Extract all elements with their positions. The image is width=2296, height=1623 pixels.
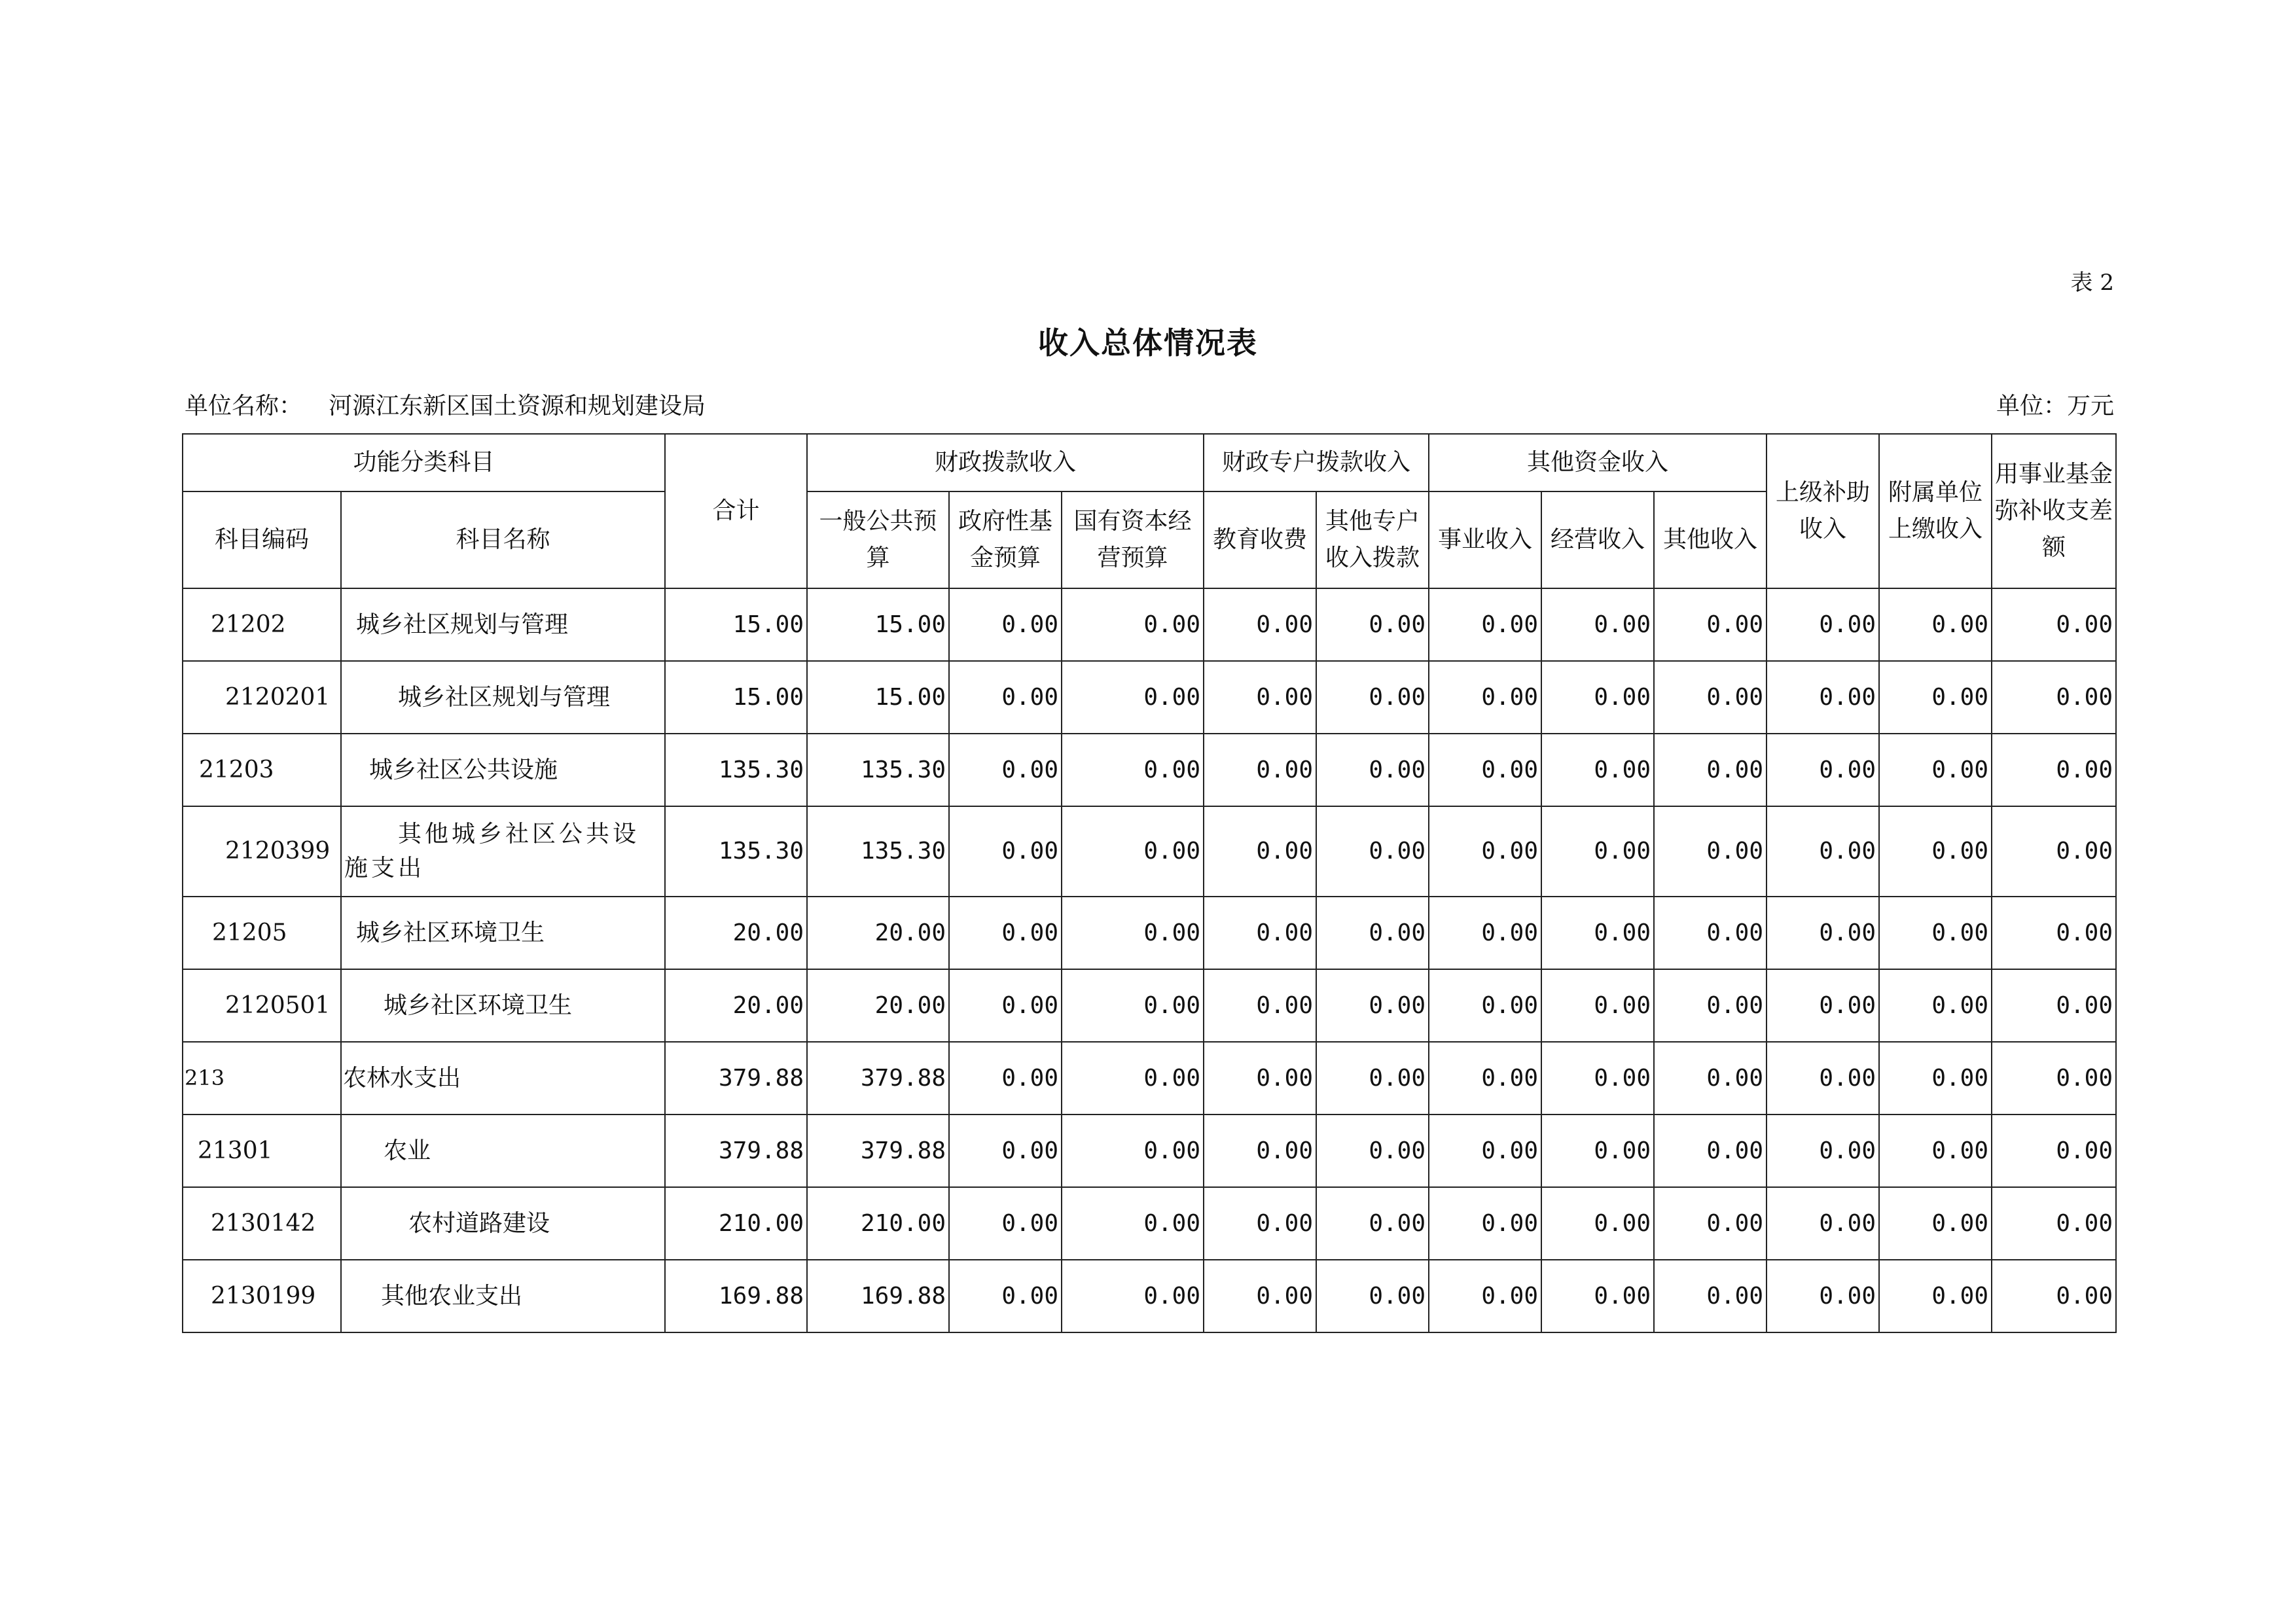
- cell-value: 0.00: [949, 1187, 1062, 1260]
- cell-value: 0.00: [1429, 1260, 1541, 1332]
- cell-value: 0.00: [1062, 1187, 1204, 1260]
- cell-value: 0.00: [1992, 1042, 2116, 1115]
- table-row: [183, 806, 2116, 897]
- table-row: [183, 1187, 2116, 1260]
- cell-value: 20.00: [807, 897, 949, 969]
- table-row: [183, 1042, 2116, 1115]
- cell-code: 21202: [183, 588, 341, 661]
- cell-value: 0.00: [1062, 897, 1204, 969]
- cell-value: 20.00: [807, 969, 949, 1042]
- header-general-budget: 一般公共预算: [807, 491, 949, 588]
- cell-value: 0.00: [1541, 1115, 1654, 1187]
- cell-value: 0.00: [1767, 588, 1879, 661]
- cell-value: 0.00: [1879, 897, 1992, 969]
- cell-value: 0.00: [949, 1260, 1062, 1332]
- cell-value: 0.00: [1879, 806, 1992, 897]
- cell-value: 0.00: [1879, 1187, 1992, 1260]
- cell-value: 0.00: [1767, 1260, 1879, 1332]
- cell-value: 0.00: [1316, 734, 1429, 806]
- cell-value: 0.00: [1992, 969, 2116, 1042]
- cell-name: 城乡社区环境卫生: [341, 969, 665, 1042]
- cell-value: 379.88: [665, 1115, 807, 1187]
- cell-value: 135.30: [807, 734, 949, 806]
- table-row: [183, 897, 2116, 969]
- cell-value: 0.00: [1316, 1042, 1429, 1115]
- cell-value: 20.00: [665, 897, 807, 969]
- cell-value: 0.00: [1204, 1260, 1316, 1332]
- cell-value: 0.00: [949, 1115, 1062, 1187]
- header-other-special: 其他专户收入拨款: [1316, 491, 1429, 588]
- cell-value: 0.00: [1062, 734, 1204, 806]
- cell-value: 379.88: [807, 1115, 949, 1187]
- cell-value: 15.00: [807, 661, 949, 734]
- cell-value: 0.00: [1654, 969, 1767, 1042]
- cell-value: 0.00: [1654, 734, 1767, 806]
- cell-value: 0.00: [1204, 969, 1316, 1042]
- cell-code: 2120501: [183, 969, 341, 1042]
- header-fiscal-special: 财政专户拨款收入: [1204, 434, 1429, 491]
- cell-value: 210.00: [807, 1187, 949, 1260]
- cell-value: 15.00: [665, 588, 807, 661]
- cell-value: 0.00: [1204, 588, 1316, 661]
- cell-name: 城乡社区规划与管理: [341, 588, 665, 661]
- cell-value: 0.00: [1541, 1260, 1654, 1332]
- cell-value: 0.00: [1767, 897, 1879, 969]
- cell-value: 0.00: [1204, 734, 1316, 806]
- cell-value: 0.00: [1429, 1115, 1541, 1187]
- cell-code: 213: [183, 1042, 341, 1115]
- cell-value: 0.00: [1879, 969, 1992, 1042]
- cell-value: 0.00: [1767, 1042, 1879, 1115]
- cell-value: 0.00: [1654, 806, 1767, 897]
- cell-value: 0.00: [1992, 661, 2116, 734]
- cell-value: 0.00: [1654, 897, 1767, 969]
- header-other-funds: 其他资金收入: [1429, 434, 1767, 491]
- cell-value: 0.00: [1654, 661, 1767, 734]
- cell-value: 0.00: [1992, 1115, 2116, 1187]
- cell-value: 0.00: [1541, 969, 1654, 1042]
- cell-value: 0.00: [949, 969, 1062, 1042]
- header-gov-fund: 政府性基金预算: [949, 491, 1062, 588]
- cell-value: 0.00: [1654, 1260, 1767, 1332]
- header-code: 科目编码: [183, 491, 341, 588]
- cell-value: 0.00: [1992, 1187, 2116, 1260]
- cell-value: 0.00: [949, 897, 1062, 969]
- cell-value: 0.00: [1204, 661, 1316, 734]
- cell-value: 0.00: [1767, 1187, 1879, 1260]
- cell-name: 农业: [341, 1115, 665, 1187]
- cell-value: 0.00: [1767, 806, 1879, 897]
- page-title: 收入总体情况表: [1038, 325, 1258, 361]
- cell-value: 0.00: [1767, 969, 1879, 1042]
- cell-value: 0.00: [1541, 1187, 1654, 1260]
- cell-name: 城乡社区环境卫生: [341, 897, 665, 969]
- cell-value: 0.00: [1429, 897, 1541, 969]
- cell-name: 其他城乡社区公共设施支出: [341, 806, 665, 897]
- cell-value: 135.30: [807, 806, 949, 897]
- header-func-category: 功能分类科目: [183, 434, 665, 491]
- header-edu-fee: 教育收费: [1204, 491, 1316, 588]
- cell-value: 0.00: [1429, 1042, 1541, 1115]
- cell-value: 0.00: [1654, 1187, 1767, 1260]
- cell-value: 0.00: [1992, 806, 2116, 897]
- cell-value: 0.00: [1879, 661, 1992, 734]
- cell-value: 210.00: [665, 1187, 807, 1260]
- cell-value: 0.00: [1316, 588, 1429, 661]
- cell-value: 0.00: [1316, 1187, 1429, 1260]
- cell-value: 0.00: [1429, 806, 1541, 897]
- table-row: [183, 1260, 2116, 1332]
- table-body: [183, 588, 2116, 1332]
- cell-value: 379.88: [665, 1042, 807, 1115]
- cell-code: 21203: [183, 734, 341, 806]
- cell-value: 20.00: [665, 969, 807, 1042]
- cell-code: 2130142: [183, 1187, 341, 1260]
- cell-code: 21301: [183, 1115, 341, 1187]
- table-row: [183, 734, 2116, 806]
- unit-name-label: 单位名称：: [185, 393, 303, 419]
- cell-name: 农林水支出: [341, 1042, 665, 1115]
- header-fiscal: 财政拨款收入: [807, 434, 1204, 491]
- cell-value: 0.00: [1654, 1115, 1767, 1187]
- cell-value: 0.00: [1992, 897, 2116, 969]
- cell-value: 169.88: [665, 1260, 807, 1332]
- cell-value: 0.00: [949, 588, 1062, 661]
- cell-value: 0.00: [1062, 1115, 1204, 1187]
- cell-value: 0.00: [1062, 588, 1204, 661]
- cell-value: 0.00: [1541, 806, 1654, 897]
- cell-value: 0.00: [1316, 661, 1429, 734]
- cell-value: 0.00: [1879, 1115, 1992, 1187]
- cell-value: 0.00: [949, 806, 1062, 897]
- cell-value: 0.00: [1879, 588, 1992, 661]
- cell-value: 15.00: [807, 588, 949, 661]
- cell-value: 0.00: [1429, 661, 1541, 734]
- cell-value: 0.00: [1654, 588, 1767, 661]
- cell-value: 0.00: [1992, 588, 2116, 661]
- table-row: [183, 588, 2116, 661]
- cell-value: 0.00: [1316, 1115, 1429, 1187]
- cell-value: 0.00: [1316, 1260, 1429, 1332]
- cell-name: 城乡社区公共设施: [341, 734, 665, 806]
- cell-value: 0.00: [1204, 1042, 1316, 1115]
- header-name: 科目名称: [341, 491, 665, 588]
- cell-value: 0.00: [1204, 1115, 1316, 1187]
- cell-value: 0.00: [1062, 969, 1204, 1042]
- cell-value: 0.00: [1429, 969, 1541, 1042]
- cell-value: 0.00: [949, 734, 1062, 806]
- cell-value: 0.00: [1541, 1042, 1654, 1115]
- unit-name: 河源江东新区国土资源和规划建设局: [329, 393, 706, 419]
- cell-value: 0.00: [1429, 588, 1541, 661]
- cell-value: 0.00: [1204, 897, 1316, 969]
- currency-unit: 单位：万元: [1996, 393, 2114, 419]
- income-table: [182, 433, 2117, 1333]
- table-row: [183, 1115, 2116, 1187]
- header-operating-income: 经营收入: [1541, 491, 1654, 588]
- cell-value: 0.00: [1429, 734, 1541, 806]
- cell-name: 城乡社区规划与管理: [341, 661, 665, 734]
- cell-value: 0.00: [1204, 806, 1316, 897]
- cell-value: 135.30: [665, 806, 807, 897]
- cell-name: 其他农业支出: [341, 1260, 665, 1332]
- table-row: [183, 661, 2116, 734]
- cell-value: 0.00: [1879, 1042, 1992, 1115]
- cell-value: 0.00: [1062, 1260, 1204, 1332]
- cell-value: 15.00: [665, 661, 807, 734]
- cell-code: 2130199: [183, 1260, 341, 1332]
- header-affiliated-payment: 附属单位上缴收入: [1879, 434, 1992, 588]
- cell-value: 0.00: [949, 1042, 1062, 1115]
- header-superior-subsidy: 上级补助收入: [1767, 434, 1879, 588]
- cell-value: 0.00: [1316, 969, 1429, 1042]
- cell-value: 0.00: [1879, 734, 1992, 806]
- header-business-income: 事业收入: [1429, 491, 1541, 588]
- cell-value: 0.00: [1062, 1042, 1204, 1115]
- cell-code: 2120399: [183, 806, 341, 897]
- cell-value: 0.00: [1654, 1042, 1767, 1115]
- header-total: 合计: [665, 434, 807, 588]
- cell-value: 0.00: [1204, 1187, 1316, 1260]
- cell-value: 0.00: [1879, 1260, 1992, 1332]
- table-row: [183, 969, 2116, 1042]
- cell-value: 0.00: [1062, 661, 1204, 734]
- cell-value: 0.00: [1992, 1260, 2116, 1332]
- cell-value: 0.00: [1992, 734, 2116, 806]
- cell-value: 0.00: [1316, 806, 1429, 897]
- cell-value: 0.00: [949, 661, 1062, 734]
- cell-value: 0.00: [1541, 661, 1654, 734]
- cell-value: 0.00: [1541, 897, 1654, 969]
- header-state-capital: 国有资本经营预算: [1062, 491, 1204, 588]
- cell-code: 21205: [183, 897, 341, 969]
- unit-name-line: [185, 387, 706, 421]
- cell-value: 0.00: [1541, 734, 1654, 806]
- table-number: 表 2: [2070, 270, 2114, 296]
- cell-code: 2120201: [183, 661, 341, 734]
- header-other-income: 其他收入: [1654, 491, 1767, 588]
- cell-name: 农村道路建设: [341, 1187, 665, 1260]
- cell-value: 379.88: [807, 1042, 949, 1115]
- cell-value: 0.00: [1429, 1187, 1541, 1260]
- header-reserve-fund: 用事业基金弥补收支差额: [1992, 434, 2116, 588]
- cell-value: 0.00: [1541, 588, 1654, 661]
- cell-value: 0.00: [1767, 734, 1879, 806]
- cell-value: 0.00: [1316, 897, 1429, 969]
- cell-value: 135.30: [665, 734, 807, 806]
- cell-value: 0.00: [1767, 661, 1879, 734]
- cell-value: 0.00: [1062, 806, 1204, 897]
- cell-value: 169.88: [807, 1260, 949, 1332]
- cell-value: 0.00: [1767, 1115, 1879, 1187]
